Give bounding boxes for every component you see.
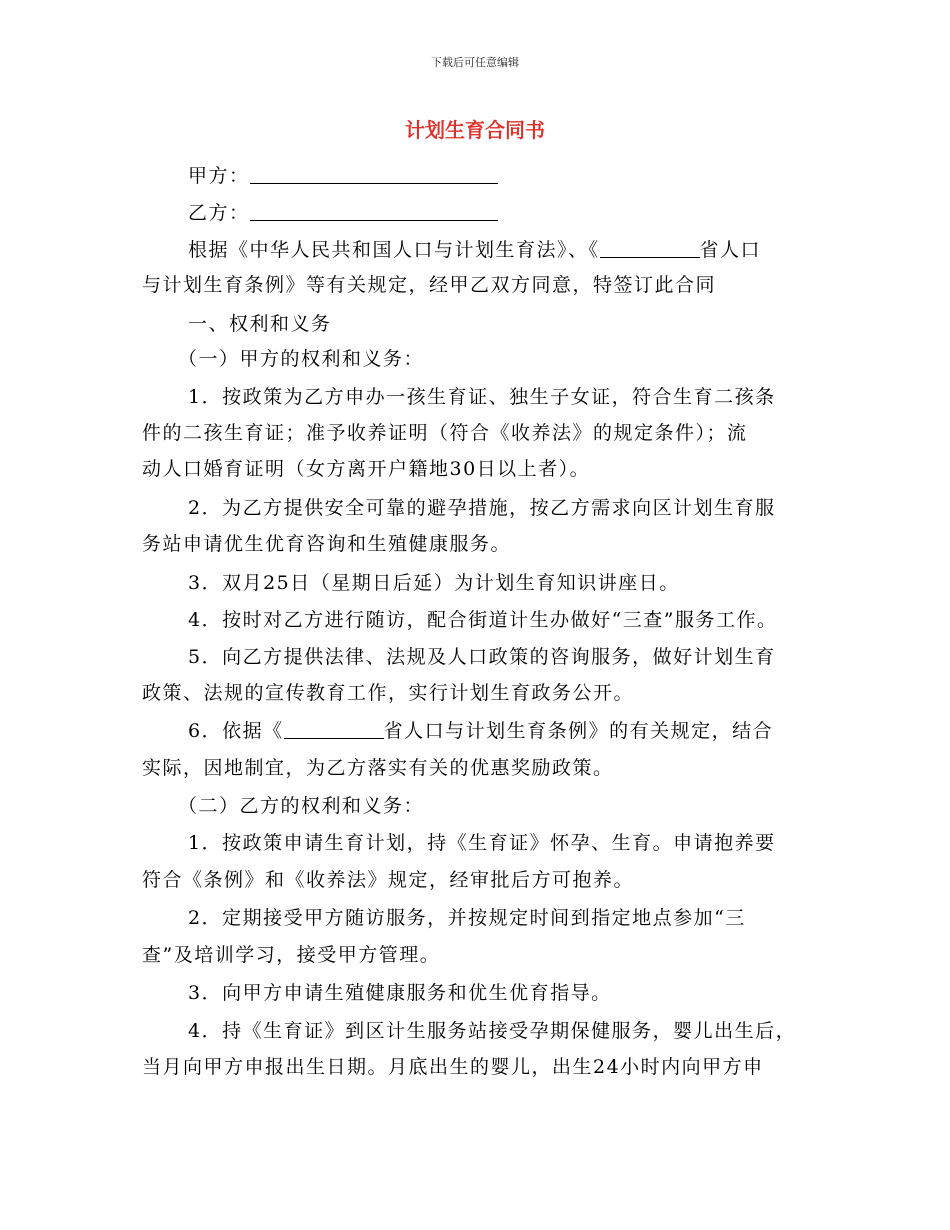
a5-line-2: 政策、法规的宣传教育工作，实行计划生育政务公开。 bbox=[142, 682, 635, 704]
a1-line-2: 件的二孩生育证；准予收养证明（符合《收养法》的规定条件）；流 bbox=[142, 422, 748, 444]
a5-line-1: 5．向乙方提供法律、法规及人口政策的咨询服务，做好计划生育 bbox=[188, 646, 776, 668]
b3-line: 3．向甲方申请生殖健康服务和优生优育指导。 bbox=[188, 982, 612, 1004]
party-b-line bbox=[188, 201, 498, 225]
party-a-line bbox=[188, 164, 498, 188]
party-a-label: 甲方： bbox=[188, 165, 250, 187]
document-title: 计划生育合同书 bbox=[405, 118, 545, 142]
subsection-heading-b: （二）乙方的权利和义务： bbox=[178, 795, 425, 817]
a1-line-3: 动人口婚育证明（女方离开户籍地30日以上者）。 bbox=[142, 458, 591, 480]
a6-line-1 bbox=[188, 719, 773, 743]
province-blank-1 bbox=[600, 239, 700, 258]
province-blank-2 bbox=[284, 720, 384, 739]
a6-line-2: 实际，因地制宜，为乙方落实有关的优惠奖励政策。 bbox=[142, 757, 614, 779]
b4-line-2: 当月向甲方申报出生日期。月底出生的婴儿，出生24小时内向甲方申 bbox=[142, 1056, 764, 1078]
b2-line-1: 2．定期接受甲方随访服务，并按规定时间到指定地点参加“三 bbox=[188, 907, 746, 929]
b1-line-2: 符合《条例》和《收养法》规定，经审批后方可抱养。 bbox=[142, 869, 635, 891]
a2-line-2: 务站申请优生优育咨询和生殖健康服务。 bbox=[142, 533, 512, 555]
party-b-blank bbox=[250, 202, 498, 221]
a2-line-1: 2．为乙方提供安全可靠的避孕措施，按乙方需求向区计划生育服 bbox=[188, 497, 776, 519]
page-header-note: 下载后可任意编辑 bbox=[431, 56, 519, 69]
preamble-text-1: 根据《中华人民共和国人口与计划生育法》、《 bbox=[188, 239, 600, 261]
a6-text-1: 6．依据《 bbox=[188, 720, 284, 742]
party-b-label: 乙方： bbox=[188, 202, 250, 224]
b2-line-2: 查”及培训学习，接受甲方管理。 bbox=[142, 944, 441, 966]
b4-line-1: 4．持《生育证》到区计生服务站接受孕期保健服务，婴儿出生后， bbox=[188, 1020, 797, 1042]
a3-line: 3．双月25日（星期日后延）为计划生育知识讲座日。 bbox=[188, 572, 680, 594]
a1-line-1: 1．按政策为乙方申办一孩生育证、独生子女证，符合生育二孩条 bbox=[188, 386, 776, 408]
a4-line: 4．按时对乙方进行随访，配合街道计生办做好“三查”服务工作。 bbox=[188, 609, 778, 631]
preamble-line-1 bbox=[188, 238, 761, 262]
b1-line-1: 1．按政策申请生育计划，持《生育证》怀孕、生育。申请抱养要 bbox=[188, 832, 776, 854]
party-a-blank bbox=[250, 165, 498, 184]
a6-text-2: 省人口与计划生育条例》的有关规定，结合 bbox=[383, 720, 774, 742]
preamble-text-2: 省人口 bbox=[699, 239, 762, 261]
section-heading-1: 一、权利和义务 bbox=[188, 313, 332, 335]
subsection-heading-a: （一）甲方的权利和义务： bbox=[178, 348, 425, 370]
preamble-line-2: 与计划生育条例》等有关规定，经甲乙双方同意，特签订此合同 bbox=[142, 274, 717, 296]
